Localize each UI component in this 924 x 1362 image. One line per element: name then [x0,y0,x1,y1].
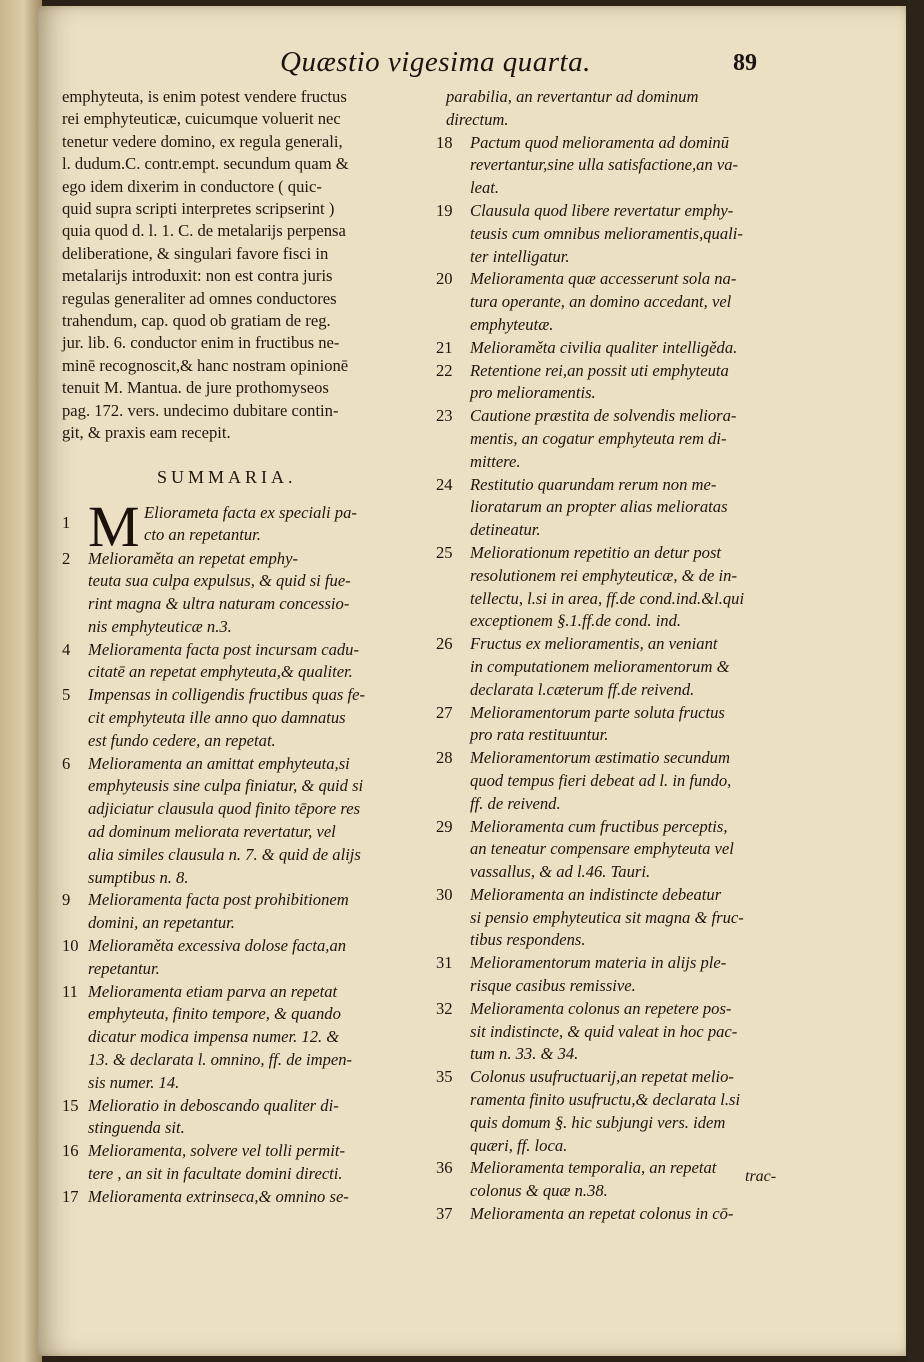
item-line: Melioramenta quæ accesserunt sola na- [470,269,737,289]
item-line: emphyteutæ. [470,314,554,334]
item-number: 10 [62,936,79,956]
prose-line: deliberatione, & singulari favore fisci in [62,243,329,263]
item-line: Pactum quod melioramenta ad dominū [470,132,730,152]
item-line: alia similes clausula n. 7. & quid de alijs [88,844,361,864]
item-line: ter intelligatur. [470,246,570,266]
item-line: mittere. [470,451,521,471]
prose-line: quia quod d. l. 1. C. de metalarijs perpensa [62,221,346,241]
prose-line: tenetur vedere domino, ex regula generali, [62,131,343,151]
item-line: teuta sua culpa expulsus, & quid si fue- [88,571,351,591]
list-item [62,935,422,981]
item-line: sit indistincte, & quid valeat in hoc pac- [470,1021,738,1041]
item-line: quod tempus fieri debeat ad l. in fundo, [470,770,732,790]
item-number: 30 [436,884,453,904]
list-item-continuation [436,86,806,132]
prose-line: tenuit M. Mantua. de jure prothomyseos [62,378,329,398]
item-number: 27 [436,702,453,722]
item-line: Melioratio in deboscando qualiter di- [88,1095,339,1115]
item-number: 21 [436,337,453,357]
item-number: 2 [62,548,71,568]
item-line: Melioramenta extrinseca,& omnino se- [88,1186,349,1206]
item-line: Melioramenta an repetat colonus in cō- [470,1204,734,1224]
item-line: colonus & quæ n.38. [470,1181,608,1201]
item-number: 37 [436,1204,453,1224]
item-number: 26 [436,634,453,654]
item-number: 28 [436,748,453,768]
item-line: si pensio emphyteutica sit magna & fruc- [470,907,744,927]
item-number: 24 [436,474,453,494]
item-number: 20 [436,269,453,289]
list-item [62,1186,422,1209]
prose-line: trahendum, cap. quod ob gratiam de reg. [62,311,331,331]
item-number: 29 [436,816,453,836]
item-line: exceptionem §.1.ff.de cond. ind. [470,611,682,631]
item-line: Melioramenta facta post prohibitionem [88,890,349,910]
item-line: Melioraměta civilia qualiter intelligěda. [470,337,738,357]
item-number: 16 [62,1141,79,1161]
item-line: Melioraměta an repetat emphy- [88,548,298,568]
list-item [436,633,806,701]
item-line: ad dominum meliorata revertatur, vel [88,822,336,842]
item-line: lioratarum an propter alias melioratas [470,497,728,517]
item-line: Melioramentorum materia in alijs ple- [470,953,727,973]
item-line: Melioramenta etiam parva an repetat [88,981,338,1001]
item-line: citatē an repetat emphyteuta,& qualiter. [88,662,353,682]
item-line: mentis, an cogatur emphyteuta rem di- [470,428,727,448]
item-line: est fundo cedere, an repetat. [88,730,276,750]
prose-line: regulas generaliter ad omnes conductores [62,288,337,308]
prose-paragraph [62,86,422,445]
prose-line: ego idem dixerim in conductore ( quic- [62,176,322,196]
summary-list-right [436,132,806,1226]
item-line: Fructus ex melioramentis, an veniant [470,634,718,654]
drop-capital: M [88,493,140,559]
item-line: ff. de reivend. [470,793,561,813]
running-head: Quæstio vigesima quarta. [280,46,591,78]
prose-line: pag. 172. vers. undecimo dubitare contin- [62,400,339,420]
item-line: tere , an sit in facultate domini directi. [88,1164,343,1184]
item-line: domini, an repetantur. [88,913,235,933]
item-line: Eliorameta facta ex speciali pa- [144,502,357,522]
item-number: 5 [62,685,71,705]
item-number: 19 [436,200,453,220]
item-line: leat. [470,178,500,198]
folio-number: 89 [733,50,757,76]
item-line: cit emphyteuta ille anno quo damnatus [88,708,346,728]
item-line: Clausula quod libere revertatur emphy- [470,200,734,220]
item-line: 13. & declarata l. omnino, ff. de impen- [88,1050,353,1070]
list-item [436,747,806,815]
prose-line: git, & praxis eam recepit. [62,423,231,443]
list-item [436,474,806,542]
list-item [436,132,806,200]
item-number: 18 [436,132,453,152]
list-item [436,200,806,268]
item-number: 11 [62,981,78,1001]
list-item [62,1140,422,1186]
list-item [436,268,806,336]
item-number: 17 [62,1186,79,1206]
item-line: risque casibus remissive. [470,976,636,996]
list-item [436,405,806,473]
item-line: resolutionem rei emphyteuticæ, & de in- [470,565,737,585]
item-line: stinguenda sit. [88,1118,185,1138]
item-line: Cautione præstita de solvendis meliora- [470,406,737,426]
item-line: rint magna & ultra naturam concessio- [88,594,350,614]
item-line: ramenta finito usufructu,& declarata l.si [470,1090,741,1110]
item-number: 1 [62,512,71,532]
item-line: tum n. 33. & 34. [470,1044,579,1064]
item-line: pro melioramentis. [470,383,596,403]
facing-page-edge [0,0,42,1362]
item-line: Colonus usufructuarij,an repetat melio- [470,1067,734,1087]
item-line: Impensas in colligendis fructibus quas fe- [88,685,365,705]
item-line: adjiciatur clausula quod finito tēpore res [88,799,361,819]
item-line: Melioramentorum æstimatio secundum [470,748,730,768]
list-item [436,702,806,748]
list-item [62,684,422,752]
list-item [436,816,806,884]
item-number: 36 [436,1158,453,1178]
prose-line: emphyteuta, is enim potest vendere fructus [62,87,347,106]
list-item [62,753,422,890]
item-line: pro rata restituuntur. [470,725,609,745]
item-line: repetantur. [88,958,160,978]
item-line: an teneatur compensare emphyteuta vel [470,839,734,859]
item-line: parabilia, an revertantur ad dominum [446,87,699,106]
item-line: Melioramenta an amittat emphyteuta,si [88,753,350,773]
item-number: 15 [62,1095,79,1115]
list-item [62,548,422,639]
list-item [436,360,806,406]
item-line: revertantur,sine ulla satisfactione,an va- [470,155,739,175]
item-line: Melioramenta facta post incursam cadu- [88,639,359,659]
list-item [436,542,806,633]
item-line: directum. [446,109,509,129]
item-line: Melioramenta temporalia, an repetat [470,1158,717,1178]
item-line: Melioramenta colonus an repetere pos- [470,998,732,1018]
prose-line: metalarijs introduxit: non est contra juris [62,266,333,286]
item-line: cto an repetantur. [144,525,261,545]
list-item [62,889,422,935]
item-line: vassallus, & ad l.46. Tauri. [470,862,651,882]
list-item [62,639,422,685]
item-line: Melioramenta, solvere vel tolli permit- [88,1141,345,1161]
item-line: emphyteuta, finito tempore, & quando [88,1004,341,1024]
item-line: nis emphyteuticæ n.3. [88,616,232,636]
catchword: trac- [745,1168,777,1185]
item-line: sumptibus n. 8. [88,867,189,887]
item-line: in computationem melioramentorum & [470,656,730,676]
page-border [906,0,924,1362]
summaria-heading: SUMMARIA. [157,466,297,487]
item-line: tellectu, l.si in area, ff.de cond.ind.&l.qui [470,588,745,608]
item-number: 35 [436,1067,453,1087]
item-number: 6 [62,753,71,773]
item-line: teusis cum omnibus melioramentis,quali- [470,223,743,243]
item-line: dicatur modica impensa numer. 12. & [88,1027,340,1047]
item-line: Melioraměta excessiva dolose facta,an [88,936,347,956]
list-item [436,998,806,1066]
item-line: Meliorationum repetitio an detur post [470,542,722,562]
item-number: 25 [436,542,453,562]
item-line: quis domum §. hic subjungi vers. idem [470,1112,726,1132]
list-item [62,981,422,1095]
item-number: 4 [62,639,71,659]
prose-line: minē recognoscit,& hanc nostram opinionē [62,355,349,375]
item-line: detineatur. [470,520,541,540]
item-line: emphyteusis sine culpa finiatur, & quid si [88,776,364,796]
item-line: quæri, ff. loca. [470,1135,568,1155]
prose-line: quid supra scripti interpretes scripserint ) [62,199,335,219]
item-line: Restitutio quarundam rerum non me- [470,474,717,494]
item-number: 23 [436,406,453,426]
prose-line: rei emphyteuticæ, cuicumque voluerit nec [62,109,341,129]
item-number: 31 [436,953,453,973]
list-item [436,1066,806,1157]
item-line: declarata l.cæterum ff.de reivend. [470,679,695,699]
item-line: tibus respondens. [470,930,586,950]
list-item [436,337,806,360]
item-number: 22 [436,360,453,380]
list-item [436,1203,806,1226]
item-number: 32 [436,998,453,1018]
left-column [62,86,422,1209]
list-item [436,952,806,998]
list-item [62,1095,422,1141]
item-line: sis numer. 14. [88,1072,180,1092]
item-line: Melioramenta cum fructibus perceptis, [470,816,728,836]
item-line: tura operante, an domino accedant, vel [470,292,732,312]
summary-list-left [62,493,422,1209]
list-item [436,884,806,952]
item-number: 9 [62,890,71,910]
item-line: Retentione rei,an possit uti emphyteuta [470,360,729,380]
item-line: Melioramenta an indistincte debeatur [470,884,722,904]
right-column [436,86,806,1226]
item-line: Melioramentorum parte soluta fructus [470,702,725,722]
prose-line: jur. lib. 6. conductor enim in fructibus ne- [62,333,340,353]
prose-line: l. dudum.C. contr.empt. secundum quam & [62,154,349,174]
